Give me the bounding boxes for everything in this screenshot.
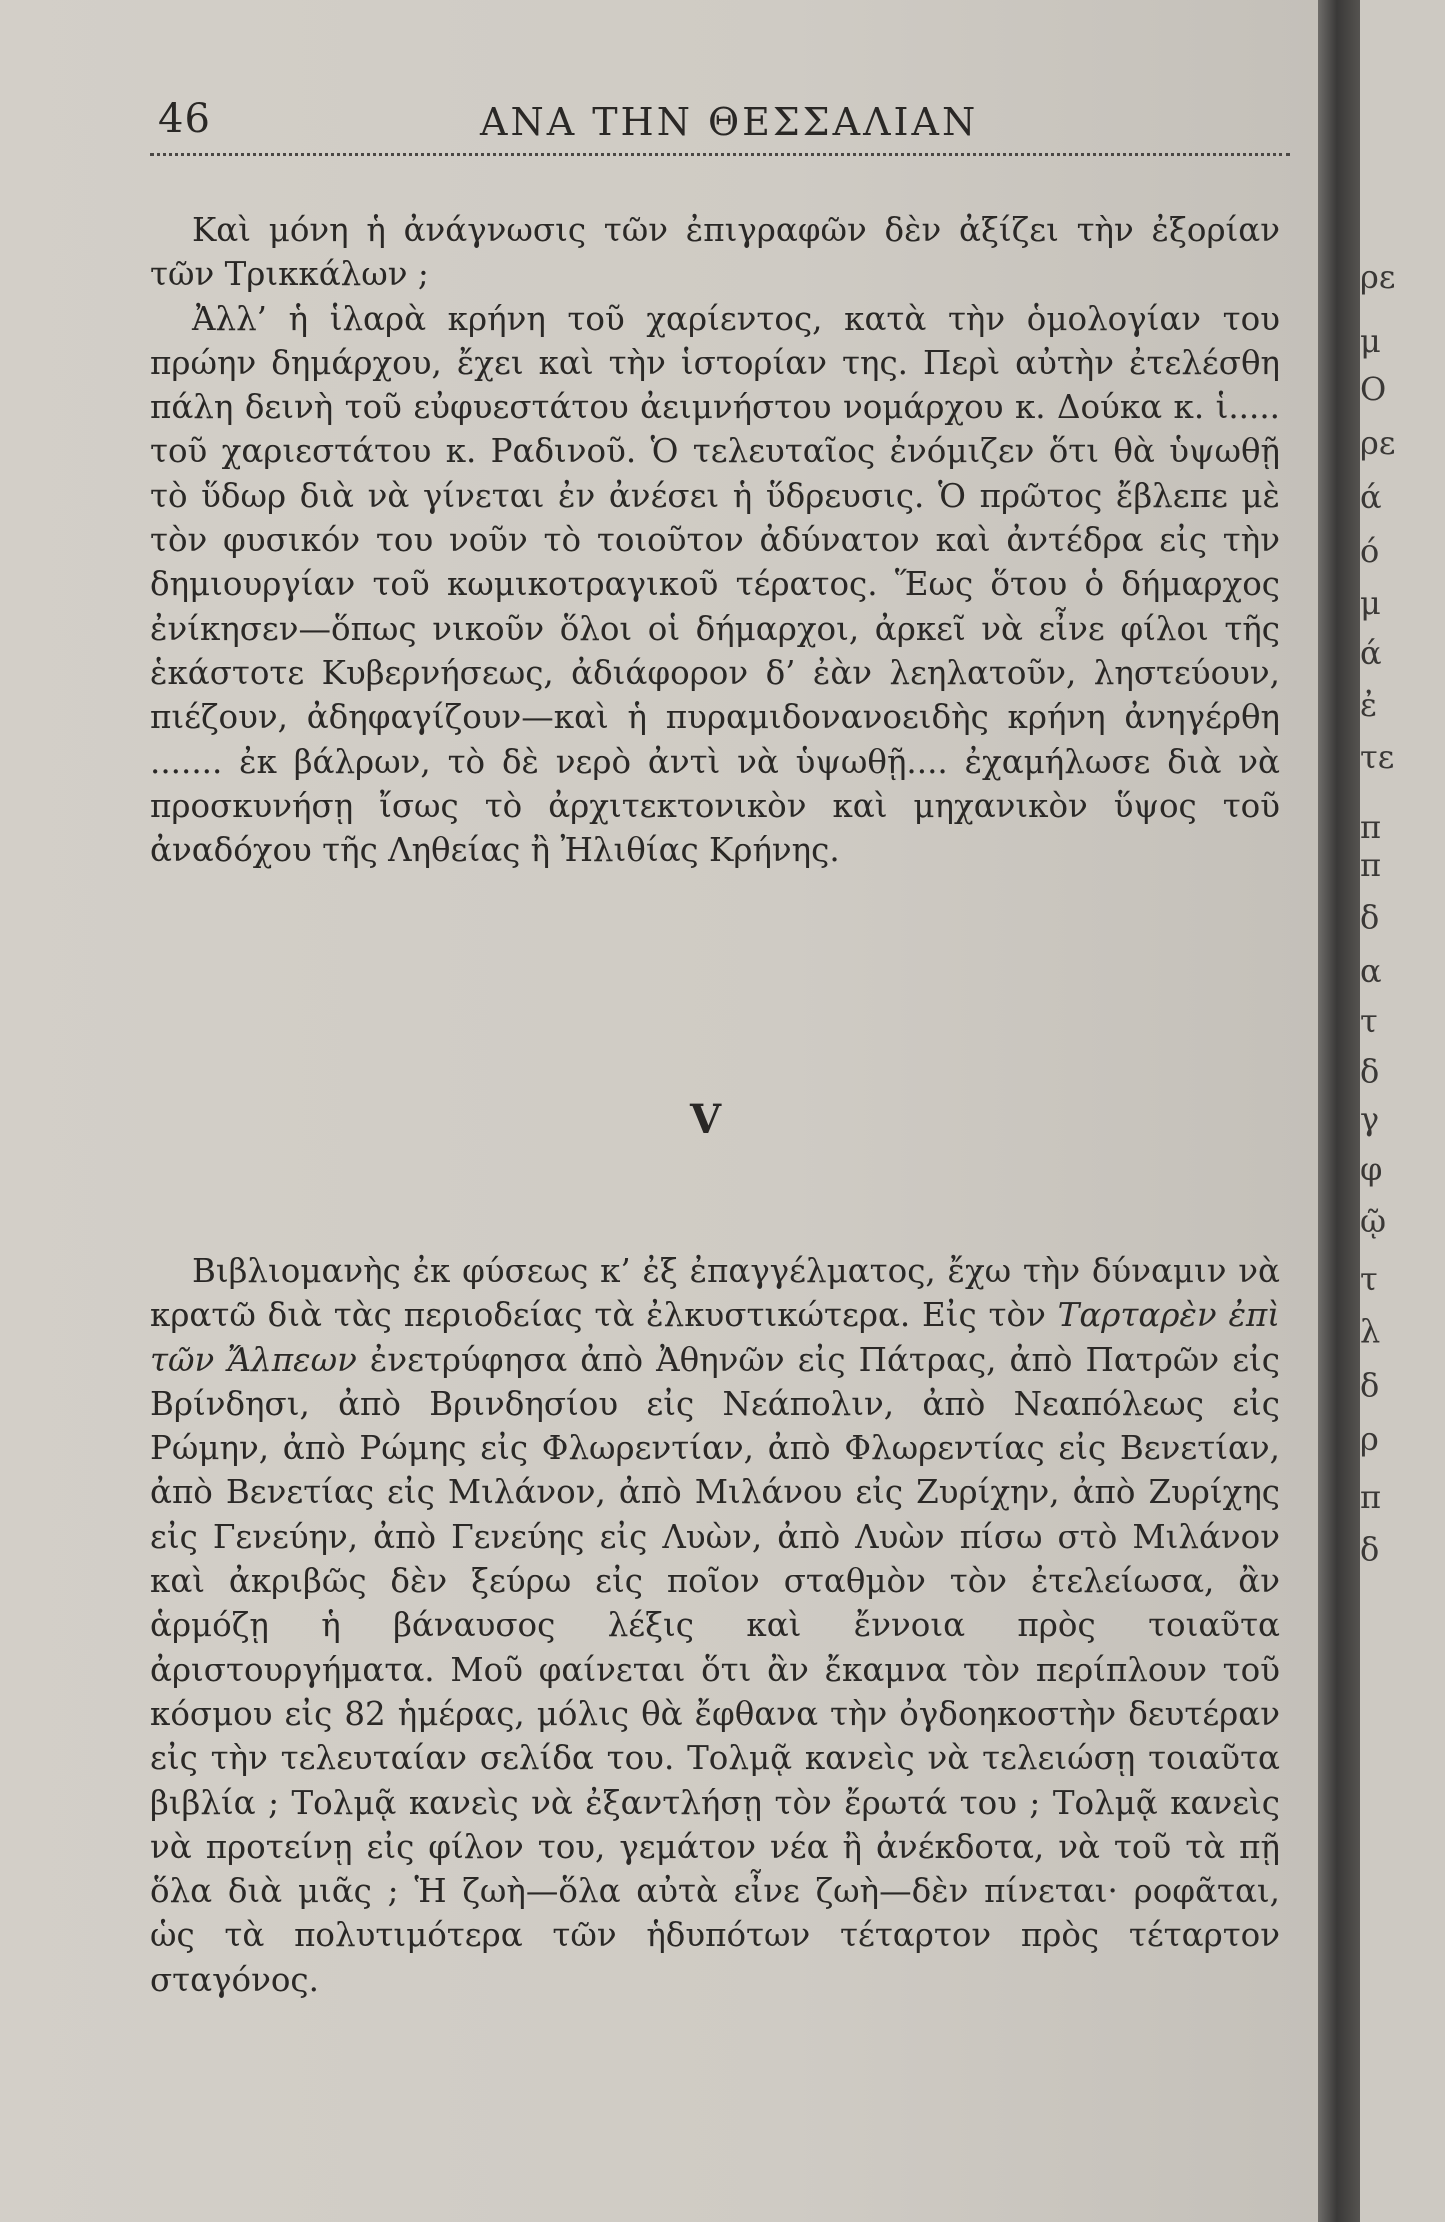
page-number: 46 bbox=[158, 96, 211, 142]
facing-page-fragment: α bbox=[1360, 952, 1382, 990]
text-block-before-section bbox=[150, 208, 1280, 872]
facing-page-fragment: τ bbox=[1360, 1002, 1378, 1040]
paragraph bbox=[150, 1249, 1280, 2002]
facing-page-fragment: π bbox=[1360, 846, 1382, 884]
facing-page-fragment: π bbox=[1360, 1478, 1382, 1516]
facing-page-fragment: λ bbox=[1360, 1312, 1381, 1350]
facing-page-fragment: δ bbox=[1360, 898, 1380, 936]
book-gutter bbox=[1318, 0, 1360, 2222]
facing-page-fragment: μ bbox=[1360, 584, 1381, 622]
header-rule bbox=[150, 153, 1290, 156]
facing-page-fragment: δ bbox=[1360, 1052, 1380, 1090]
facing-page-fragment: τε bbox=[1360, 738, 1395, 776]
facing-page-fragment: Ο bbox=[1360, 370, 1387, 408]
facing-page-fragment: ά bbox=[1360, 478, 1382, 516]
facing-page-fragment: μ bbox=[1360, 322, 1381, 360]
book-title-italic: Ταρταρὲν ἐπὶ τῶν Ἄλπεων bbox=[150, 1296, 1280, 1379]
facing-page-fragment: ῷ bbox=[1360, 1202, 1387, 1240]
section-numeral: V bbox=[690, 1096, 724, 1143]
paragraph-rest: ἐνετρύφησα ἀπὸ Ἀθηνῶν εἰς Πάτρας, ἀπὸ Πατρῶν εἰς Βρίνδησι, ἀπὸ Βρινδησίου εἰς Νεάπολιν, ἀπὸ Νεαπόλεως εἰς Ρώμην, ἀπὸ Ρώμης εἰς Φλωρεντίαν, ἀπὸ Φλωρεντίας εἰς Βενετίαν, ἀπὸ Βενετίας εἰς Μιλάνον, ἀπὸ Μιλάνου εἰς Ζυρίχην, ἀπὸ Ζυρίχης εἰς Γενεύην, ἀπὸ Γενεύης εἰς Λυὼν, ἀπὸ Λυὼν πίσω στὸ Μιλάνον καὶ ἀκριβῶς δὲν ξεύρω εἰς ποῖον σταθμὸν τὸν ἐτελείωσα, ἂν ἁρμόζῃ ἡ βάναυσος λέξις καὶ ἔννοια πρὸς τοιαῦτα ἀριστουργήματα. Μοῦ φαίνεται ὅτι ἂν ἔκαμνα τὸν περίπλουν τοῦ κόσμου εἰς 82 ἡμέρας, μόλις θὰ ἔφθανα τὴν ὀγδοηκοστὴν δευτέραν εἰς τὴν τελευταίαν σελίδα του. Τολμᾷ κανεὶς νὰ τελειώσῃ τοιαῦτα βιβλία ; Τολμᾷ κανεὶς νὰ ἐξαντλήσῃ τὸν ἔρωτά του ; Τολμᾷ κανεὶς νὰ προτείνῃ εἰς φίλον του, γεμάτον νέα ἢ ἀνέκδοτα, νὰ τοῦ τὰ πῇ ὅλα διὰ μιᾶς ; Ἡ ζωὴ—ὅλα αὐτὰ εἶνε ζωὴ—δὲν πίνεται· ροφᾶται, ὡς τὰ πολυτιμότερα τῶν ἡδυπότων τέταρτον πρὸς τέταρτον σταγόνος. bbox=[150, 1340, 1280, 1999]
facing-page-fragment: ρε bbox=[1360, 424, 1396, 462]
facing-page-fragment: ά bbox=[1360, 634, 1382, 672]
facing-page-fragment: φ bbox=[1360, 1150, 1383, 1188]
text-block-after-section bbox=[150, 1249, 1280, 2002]
facing-page-fragment: ό bbox=[1360, 532, 1380, 570]
paragraph: Ἀλλ’ ἡ ἱλαρὰ κρήνη τοῦ χαρίεντος, κατὰ τὴν ὁμολογίαν του πρώην δημάρχου, ἔχει καὶ τὴν ἱστορίαν της. Περὶ αὐτὴν ἐτελέσθη πάλη δεινὴ τοῦ εὐφυεστάτου ἀειμνήστου νομάρχου κ. Δούκα κ. ἱ..... τοῦ χαριεστάτου κ. Ραδινοῦ. Ὁ τελευταῖος ἐνόμιζεν ὅτι θὰ ὑψωθῇ τὸ ὕδωρ διὰ νὰ γίνεται ἐν ἀνέσει ἡ ὕδρευσις. Ὁ πρῶτος ἔβλεπε μὲ τὸν φυσικόν του νοῦν τὸ τοιοῦτον ἀδύνατον καὶ ἀντέδρα εἰς τὴν δημιουργίαν τοῦ κωμικοτραγικοῦ τέρατος. Ἕως ὅτου ὁ δήμαρχος ἐνίκησεν—ὅπως νικοῦν ὅλοι οἱ δήμαρχοι, ἀρκεῖ νὰ εἶνε φίλοι τῆς ἑκάστοτε Κυβερνήσεως, ἀδιάφορον δ’ ἐὰν λεηλατοῦν, ληστεύουν, πιέζουν, ἀδηφαγίζουν—καὶ ἡ πυραμιδονανοειδὴς κρήνη ἀνηγέρθη ....... ἐκ βάλρων, τὸ δὲ νερὸ ἀντὶ νὰ ὑψωθῇ.... ἐχαμήλωσε διὰ νὰ προσκυνήσῃ ἴσως τὸ ἀρχιτεκτονικὸν καὶ μηχανικὸν ὕψος τοῦ ἀναδόχου τῆς Ληθείας ἢ Ἠλιθίας Κρήνης. bbox=[150, 299, 1280, 870]
paragraph-lead: Βιβλιομανὴς ἐκ φύσεως κ’ ἐξ ἐπαγγέλματος, ἔχω τὴν δύναμιν νὰ κρατῶ διὰ τὰς περιοδείας τὰ ἐλκυστικώτερα. Εἰς τὸν bbox=[150, 1252, 1280, 1335]
paragraph: Καὶ μόνη ἡ ἀνάγνωσις τῶν ἐπιγραφῶν δὲν ἀξίζει τὴν ἐξορίαν τῶν Τρικκάλων ; bbox=[150, 211, 1280, 294]
facing-page-fragment: δ bbox=[1360, 1366, 1380, 1404]
facing-page-fragment: γ bbox=[1360, 1100, 1380, 1138]
facing-page-fragment: δ bbox=[1360, 1530, 1380, 1568]
facing-page-edge bbox=[1360, 0, 1445, 2222]
running-title: ΑΝΑ ΤΗΝ ΘΕΣΣΑΛΙΑΝ bbox=[480, 100, 979, 144]
page-header bbox=[150, 96, 1280, 146]
facing-page-fragment: ρ bbox=[1360, 1420, 1379, 1458]
facing-page-fragment: ρε bbox=[1360, 258, 1396, 296]
facing-page-fragment: π bbox=[1360, 808, 1382, 846]
facing-page-fragment: τ bbox=[1360, 1260, 1378, 1298]
facing-page-fragment: ἐ bbox=[1360, 686, 1378, 724]
